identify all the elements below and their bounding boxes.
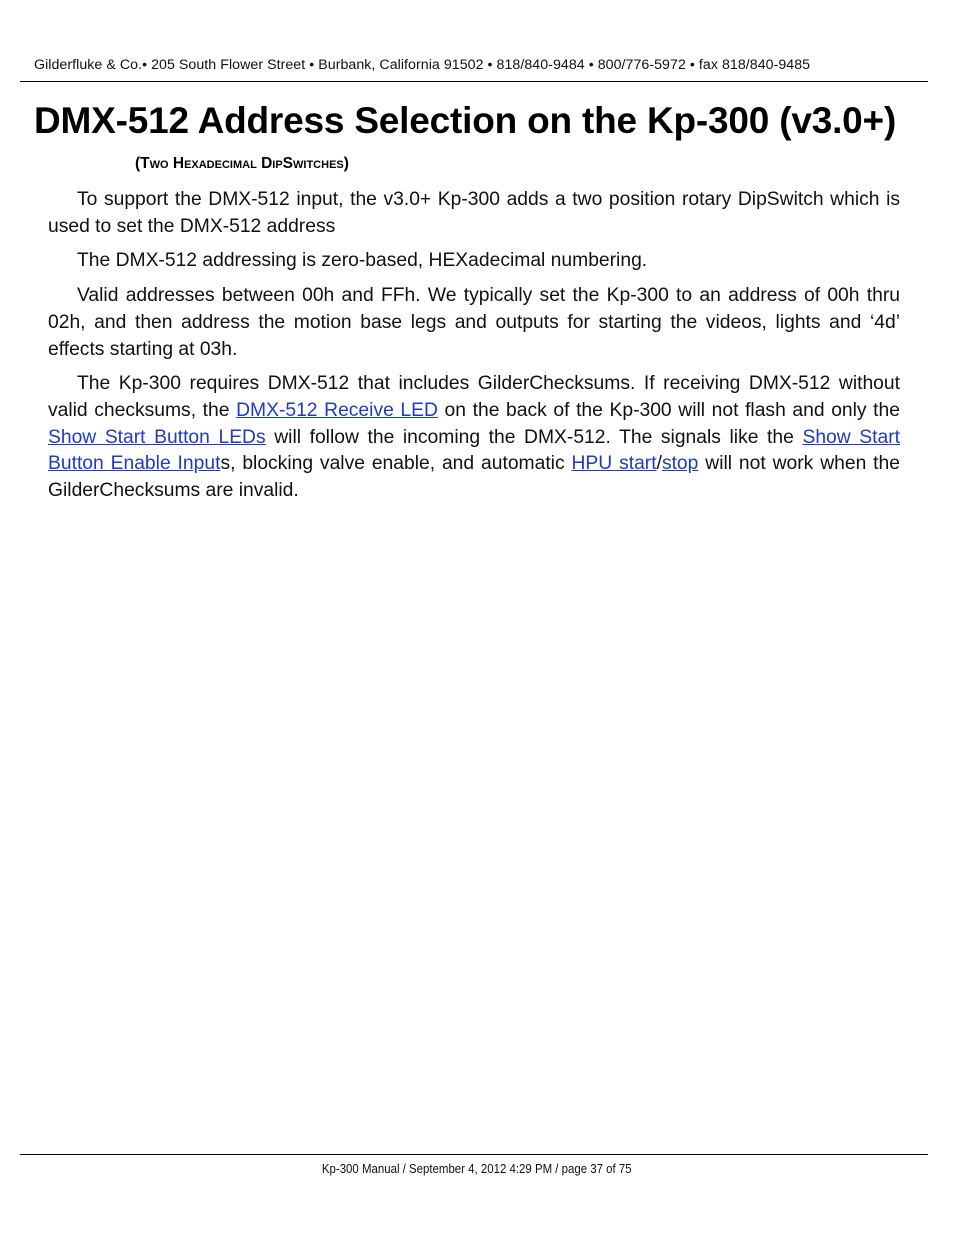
dmx-receive-led-link[interactable]: DMX-512 Receive LED [236,399,438,421]
hpu-stop-link[interactable]: stop [661,453,699,475]
paragraph-1: To support the DMX-512 input, the v3.0+ Kp-300 adds a two position rotary DipSwitch which is used to set the DMX-512 address [48,189,900,237]
page-header: Gilderfluke & Co.• 205 South Flower Street • Burbank, California 91502 • 818/840-9484 • 800/776-5972 • fax 818/840-9485 [34,57,811,73]
header-divider [20,81,928,82]
body-content [48,187,900,513]
paragraph-4-text-4: s, blocking valve enable, and automatic [220,453,572,475]
paragraph-3: Valid addresses between 00h and FFh. We typically set the Kp-300 to an address of 00h thru 02h, and then address the motion base legs and outputs for starting the videos, lights and ‘4d’ effects starting at 03h. [48,285,900,360]
paragraph-4-text-5: / [656,453,662,475]
page-footer: Kp-300 Manual / September 4, 2012 4:29 PM / page 37 of 75 [321,1161,632,1176]
show-start-button-leds-link[interactable]: Show Start Button LEDs [48,426,266,448]
paragraph-4-text-1: The Kp-300 requires DMX-512 that includes GilderChecksums. If receiving DMX-512 without valid checksums, the [48,373,900,421]
footer-divider [20,1154,928,1155]
show-start-button-enable-input-link[interactable]: Show Start Button Enable Input [48,426,900,475]
paragraph-4-text-2: on the back of the Kp-300 will not flash and only the [437,399,900,421]
hpu-start-link[interactable]: HPU start [571,453,657,475]
page-subtitle: (Two Hexadecimal DipSwitches) [135,155,349,172]
page-title: DMX-512 Address Selection on the Kp-300 (v3.0+) [34,100,897,141]
paragraph-4 [48,371,900,505]
paragraph-4-text-3: will follow the incoming the DMX-512. The signals like the [265,426,803,448]
paragraph-4-text-6: will not work when the GilderChecksums are invalid. [48,453,900,502]
paragraph-2: The DMX-512 addressing is zero-based, HEXadecimal numbering. [77,250,648,272]
